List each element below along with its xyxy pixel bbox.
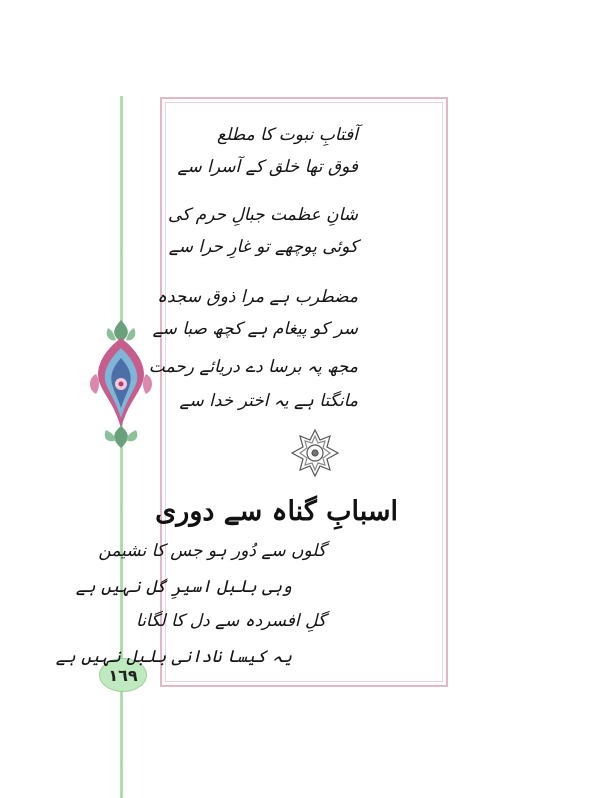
verse-line: کوئی پوچھے تو غارِ حرا سے [168,237,358,257]
verse-line: سر کو پیغام ہے کچھ صبا سے [152,319,358,339]
medallion-ornament-icon [290,428,340,478]
verse-line: مجھ پہ برسا دے دریائے رحمت [148,357,358,377]
verse-line: یہ کیسا نادانی بلبل نہیں ہے [55,647,292,667]
verse-line: وہی بلبل اسیرِ گل نہیں ہے [75,577,292,597]
page-number: ١٦٩ [108,665,138,685]
verse-line: گلوں سے دُور ہو جس کا نشیمن [98,541,326,561]
section-heading: اسبابِ گناہ سے دوری [155,496,398,527]
verse-line: فوق تھا خلق کے آسرا سے [177,157,358,177]
verse-line: گلِ افسردہ سے دل کا لگانا [136,611,326,631]
floral-ornament-icon [86,318,156,450]
verse-line: آفتابِ نبوت کا مطلع [216,125,358,145]
verse-line: مضطرب ہے مرا ذوق سجدہ [157,287,358,307]
verse-line: شانِ عظمت جبالِ حرم کی [168,205,358,225]
verse-line: مانگتا ہے یہ اختر خدا سے [179,391,358,411]
